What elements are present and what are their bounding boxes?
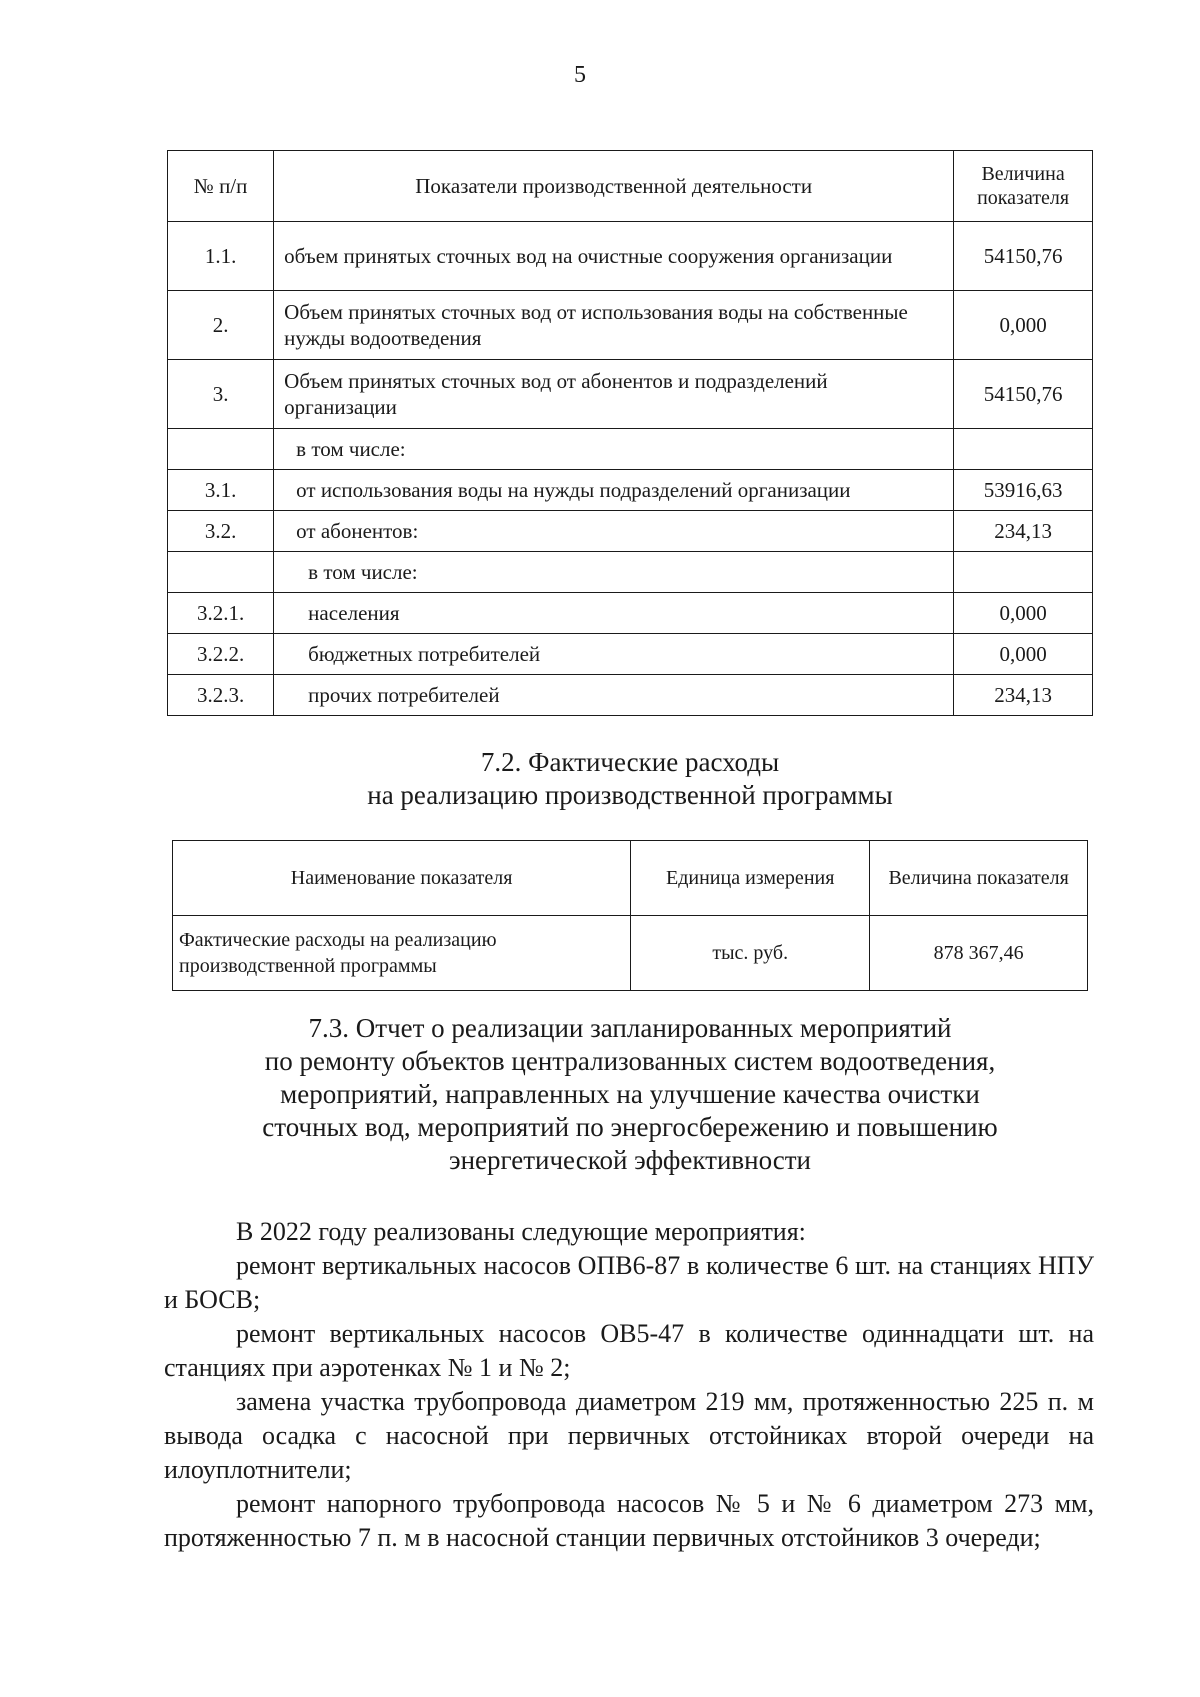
body-paragraph: ремонт напорного трубопровода насосов № 5 и № 6 диаметром 273 мм, протяженностью 7 п. м в насосной станции первичных отстойников 3 очереди; bbox=[164, 1489, 1094, 1552]
row-name: Объем принятых сточных вод от использования воды на собственные нужды водоотведения bbox=[274, 291, 954, 360]
heading-line: мероприятий, направленных на улучшение качества очистки bbox=[280, 1079, 980, 1109]
row-value: 0,000 bbox=[954, 593, 1093, 634]
row-value: 0,000 bbox=[954, 634, 1093, 675]
row-value: 53916,63 bbox=[954, 470, 1093, 511]
heading-line: 7.3. Отчет о реализации запланированных мероприятий bbox=[308, 1013, 952, 1043]
table-row bbox=[168, 360, 1093, 429]
row-name: Фактические расходы на реализацию производственной программы bbox=[173, 916, 631, 991]
row-num: 3.2.1. bbox=[168, 593, 274, 634]
table-row bbox=[168, 291, 1093, 360]
heading-line: энергетической эффективности bbox=[449, 1145, 811, 1175]
table-header-row bbox=[168, 151, 1093, 222]
row-value: 0,000 bbox=[954, 291, 1093, 360]
row-num: 2. bbox=[168, 291, 274, 360]
row-name: населения bbox=[274, 593, 954, 634]
heading-line: 7.2. Фактические расходы bbox=[480, 747, 780, 777]
row-name: в том числе: bbox=[274, 552, 954, 593]
row-value: 234,13 bbox=[954, 675, 1093, 716]
row-name: бюджетных потребителей bbox=[274, 634, 954, 675]
table-row bbox=[168, 511, 1093, 552]
table-row bbox=[168, 675, 1093, 716]
row-value: 234,13 bbox=[954, 511, 1093, 552]
body-intro: В 2022 году реализованы следующие мероприятия: bbox=[236, 1217, 806, 1246]
table-row bbox=[168, 593, 1093, 634]
body-paragraph: замена участка трубопровода диаметром 219 мм, протяженностью 225 п. м вывода осадка с насосной при первичных отстойниках второй очереди на илоуплотнители; bbox=[164, 1387, 1094, 1484]
row-name: от абонентов: bbox=[274, 511, 954, 552]
table-row bbox=[173, 916, 1088, 991]
heading-line: на реализацию производственной программы bbox=[367, 780, 893, 810]
header-num: № п/п bbox=[168, 151, 274, 222]
header-value: Величина показателя bbox=[954, 151, 1093, 222]
section-heading-7-2 bbox=[0, 746, 1200, 812]
row-num: 3. bbox=[168, 360, 274, 429]
row-num: 3.2.3. bbox=[168, 675, 274, 716]
row-name: объем принятых сточных вод на очистные сооружения организации bbox=[274, 222, 954, 291]
table-row bbox=[168, 222, 1093, 291]
row-num bbox=[168, 429, 274, 470]
row-name: Объем принятых сточных вод от абонентов и подразделений организации bbox=[274, 360, 954, 429]
row-num: 1.1. bbox=[168, 222, 274, 291]
heading-line: сточных вод, мероприятий по энергосбережению и повышению bbox=[262, 1112, 998, 1142]
header-value: Величина показателя bbox=[870, 841, 1088, 916]
header-name: Наименование показателя bbox=[173, 841, 631, 916]
table-row bbox=[168, 552, 1093, 593]
actual-expenses-table bbox=[172, 840, 1088, 991]
body-paragraph: ремонт вертикальных насосов ОВ5-47 в количестве одиннадцати шт. на станциях при аэротенках № 1 и № 2; bbox=[164, 1319, 1094, 1382]
body-paragraph: ремонт вертикальных насосов ОПВ6-87 в количестве 6 шт. на станциях НПУ и БОСВ; bbox=[164, 1251, 1094, 1314]
heading-line: по ремонту объектов централизованных систем водоотведения, bbox=[264, 1046, 996, 1076]
row-value: 878 367,46 bbox=[870, 916, 1088, 991]
row-name: в том числе: bbox=[274, 429, 954, 470]
row-num bbox=[168, 552, 274, 593]
row-name: от использования воды на нужды подразделений организации bbox=[274, 470, 954, 511]
row-num: 3.2.2. bbox=[168, 634, 274, 675]
row-unit: тыс. руб. bbox=[631, 916, 870, 991]
row-value bbox=[954, 429, 1093, 470]
table-header-row bbox=[173, 841, 1088, 916]
row-value: 54150,76 bbox=[954, 360, 1093, 429]
table-row bbox=[168, 470, 1093, 511]
header-name: Показатели производственной деятельности bbox=[274, 151, 954, 222]
row-num: 3.1. bbox=[168, 470, 274, 511]
section-heading-7-3 bbox=[0, 1012, 1200, 1177]
row-value bbox=[954, 552, 1093, 593]
header-unit: Единица измерения bbox=[631, 841, 870, 916]
page-number: 5 bbox=[574, 62, 586, 88]
row-num: 3.2. bbox=[168, 511, 274, 552]
row-value: 54150,76 bbox=[954, 222, 1093, 291]
table-row bbox=[168, 634, 1093, 675]
row-name: прочих потребителей bbox=[274, 675, 954, 716]
production-indicators-table bbox=[167, 150, 1093, 716]
table-row bbox=[168, 429, 1093, 470]
